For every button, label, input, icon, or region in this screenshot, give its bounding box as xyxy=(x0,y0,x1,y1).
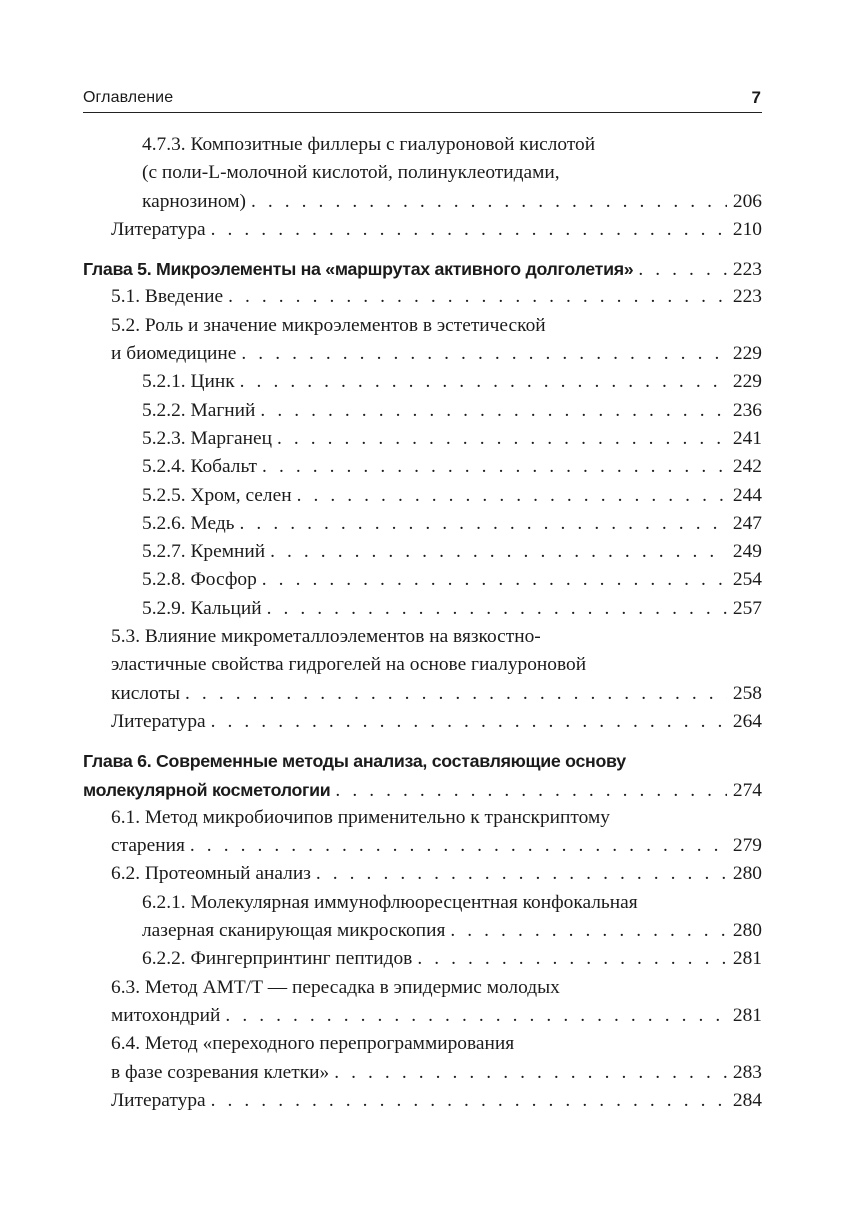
toc-entry-text: 5.2.8. Фосфор xyxy=(142,569,257,591)
toc-entry-text: 6.2. Протеомный анализ xyxy=(111,863,311,885)
dot-leader xyxy=(206,708,727,736)
toc-entry-text: Литература xyxy=(111,218,206,240)
toc-chapter-6[interactable] xyxy=(83,747,762,804)
toc-entry-text-line: 6.2.1. Молекулярная иммунофлюоресцентная конфокальная xyxy=(142,891,638,913)
toc-entry-text: митохондрий xyxy=(111,1004,221,1026)
dot-leader xyxy=(235,510,727,538)
toc-entry-5-2-1[interactable] xyxy=(83,368,762,396)
toc-entry-text: старения xyxy=(111,835,185,857)
toc-entry-5-3[interactable] xyxy=(83,623,762,708)
toc-entry-6-1[interactable] xyxy=(83,804,762,861)
toc-entry-text-line: 5.2. Роль и значение микроэлементов в эстетической xyxy=(111,314,546,336)
running-header xyxy=(83,88,762,113)
dot-leader xyxy=(180,680,727,708)
toc-page-number: 254 xyxy=(732,569,762,591)
toc-page-number: 229 xyxy=(732,343,762,365)
toc-entry-5-2-3[interactable] xyxy=(83,425,762,453)
dot-leader xyxy=(329,1059,727,1087)
toc-entry-text: 5.2.6. Медь xyxy=(142,512,235,534)
toc-page-number: 249 xyxy=(732,541,762,563)
toc-page-number: 229 xyxy=(732,371,762,393)
dot-leader xyxy=(206,216,727,244)
toc-chapter-title: Глава 5. Микроэлементы на «маршрутах активного долголетия» xyxy=(83,259,634,280)
toc-entry-text-line: 5.3. Влияние микрометаллоэлементов на вязкостно- xyxy=(111,626,541,648)
toc-entry-5-1[interactable] xyxy=(83,283,762,311)
toc-entry-literature-6[interactable] xyxy=(83,1087,762,1115)
toc-entry-text-line: 6.4. Метод «переходного перепрограммирования xyxy=(111,1033,515,1055)
running-title: Оглавление xyxy=(83,89,174,106)
toc-entry-text: 5.2.7. Кремний xyxy=(142,541,266,563)
toc-entry-text: 6.2.2. Фингерпринтинг пептидов xyxy=(142,948,413,970)
toc-page-number: 283 xyxy=(732,1061,762,1083)
dot-leader xyxy=(633,256,727,283)
dot-leader xyxy=(412,945,727,973)
toc-entry-6-2-2[interactable] xyxy=(83,945,762,973)
dot-leader xyxy=(265,538,727,566)
toc-entry-6-3[interactable] xyxy=(83,974,762,1031)
toc-entry-text: и биомедицине xyxy=(111,343,237,365)
toc-entry-literature-5[interactable] xyxy=(83,708,762,736)
toc-page-number: 210 xyxy=(732,218,762,240)
dot-leader xyxy=(255,397,726,425)
dot-leader xyxy=(223,283,727,311)
toc-entry-text: карнозином) xyxy=(142,190,246,212)
toc-page-number: 223 xyxy=(732,259,762,281)
toc-page-number: 206 xyxy=(732,190,762,212)
page-number: 7 xyxy=(751,88,761,107)
toc-entry-text: Литература xyxy=(111,1089,206,1111)
toc-page-number: 241 xyxy=(732,427,762,449)
toc-page-number: 279 xyxy=(732,835,762,857)
toc-entry-text-line: 6.1. Метод микробиочипов применительно к транскриптому xyxy=(111,806,610,828)
toc-entry-text: 5.2.5. Хром, селен xyxy=(142,484,292,506)
toc-entry-5-2-9[interactable] xyxy=(83,595,762,623)
toc-page-number: 280 xyxy=(732,920,762,942)
dot-leader xyxy=(272,425,727,453)
toc-chapter-title-line: Глава 6. Современные методы анализа, составляющие основу xyxy=(83,751,626,772)
dot-leader xyxy=(246,188,727,216)
toc-page-number: 264 xyxy=(732,710,762,732)
toc-chapter-title: молекулярной косметологии xyxy=(83,779,331,800)
toc-page-number: 280 xyxy=(732,863,762,885)
toc-page-number: 274 xyxy=(732,779,762,801)
toc-entry-5-2-7[interactable] xyxy=(83,538,762,566)
toc-entry-text-line: 4.7.3. Композитные филлеры с гиалуроновой кислотой xyxy=(142,134,596,155)
toc-entry-text-line: (с поли-L-молочной кислотой, полинуклеотидами, xyxy=(142,162,560,184)
dot-leader xyxy=(330,777,726,804)
toc-entry-text: 5.2.1. Цинк xyxy=(142,371,235,393)
toc-page-number: 281 xyxy=(732,1004,762,1026)
toc-chapter-5[interactable] xyxy=(83,255,762,283)
toc-entry-text-line: эластичные свойства гидрогелей на основе гиалуроновой xyxy=(111,654,587,676)
table-of-contents xyxy=(83,131,762,1115)
dot-leader xyxy=(257,453,727,481)
toc-entry-text: 5.2.2. Магний xyxy=(142,399,256,421)
toc-entry-5-2-2[interactable] xyxy=(83,397,762,425)
toc-entry-5-2-5[interactable] xyxy=(83,482,762,510)
toc-page-number: 244 xyxy=(732,484,762,506)
toc-entry-text: кислоты xyxy=(111,682,181,704)
toc-entry-6-4[interactable] xyxy=(83,1030,762,1087)
toc-page-number: 242 xyxy=(732,456,762,478)
toc-entry-text: 5.2.9. Кальций xyxy=(142,597,262,619)
toc-page-number: 258 xyxy=(732,682,762,704)
toc-entry-text: 5.1. Введение xyxy=(111,286,224,308)
toc-entry-5-2[interactable] xyxy=(83,312,762,369)
toc-page-number: 236 xyxy=(732,399,762,421)
toc-entry-text: 5.2.4. Кобальт xyxy=(142,456,258,478)
toc-entry-text: лазерная сканирующая микроскопия xyxy=(142,920,446,942)
toc-entry-4-7-3[interactable] xyxy=(83,131,762,216)
toc-entry-literature-4[interactable] xyxy=(83,216,762,244)
toc-page-number: 247 xyxy=(732,512,762,534)
dot-leader xyxy=(236,340,727,368)
dot-leader xyxy=(185,832,727,860)
toc-entry-5-2-6[interactable] xyxy=(83,510,762,538)
dot-leader xyxy=(206,1087,727,1115)
dot-leader xyxy=(257,566,727,594)
toc-entry-text: в фазе созревания клетки» xyxy=(111,1061,330,1083)
toc-entry-5-2-4[interactable] xyxy=(83,453,762,481)
toc-entry-text: 5.2.3. Марганец xyxy=(142,427,272,449)
toc-entry-6-2[interactable] xyxy=(83,860,762,888)
dot-leader xyxy=(220,1002,726,1030)
dot-leader xyxy=(262,595,727,623)
dot-leader xyxy=(311,860,727,888)
toc-entry-5-2-8[interactable] xyxy=(83,566,762,594)
toc-entry-text-line: 6.3. Метод АМТ/Т — пересадка в эпидермис молодых xyxy=(111,976,560,998)
dot-leader xyxy=(235,368,727,396)
toc-page-number: 281 xyxy=(732,948,762,970)
toc-entry-text: Литература xyxy=(111,710,206,732)
toc-page-number: 284 xyxy=(732,1089,762,1111)
toc-page-number: 223 xyxy=(732,286,762,308)
dot-leader xyxy=(445,917,727,945)
toc-page-number: 257 xyxy=(732,597,762,619)
toc-entry-6-2-1[interactable] xyxy=(83,889,762,946)
dot-leader xyxy=(292,482,727,510)
